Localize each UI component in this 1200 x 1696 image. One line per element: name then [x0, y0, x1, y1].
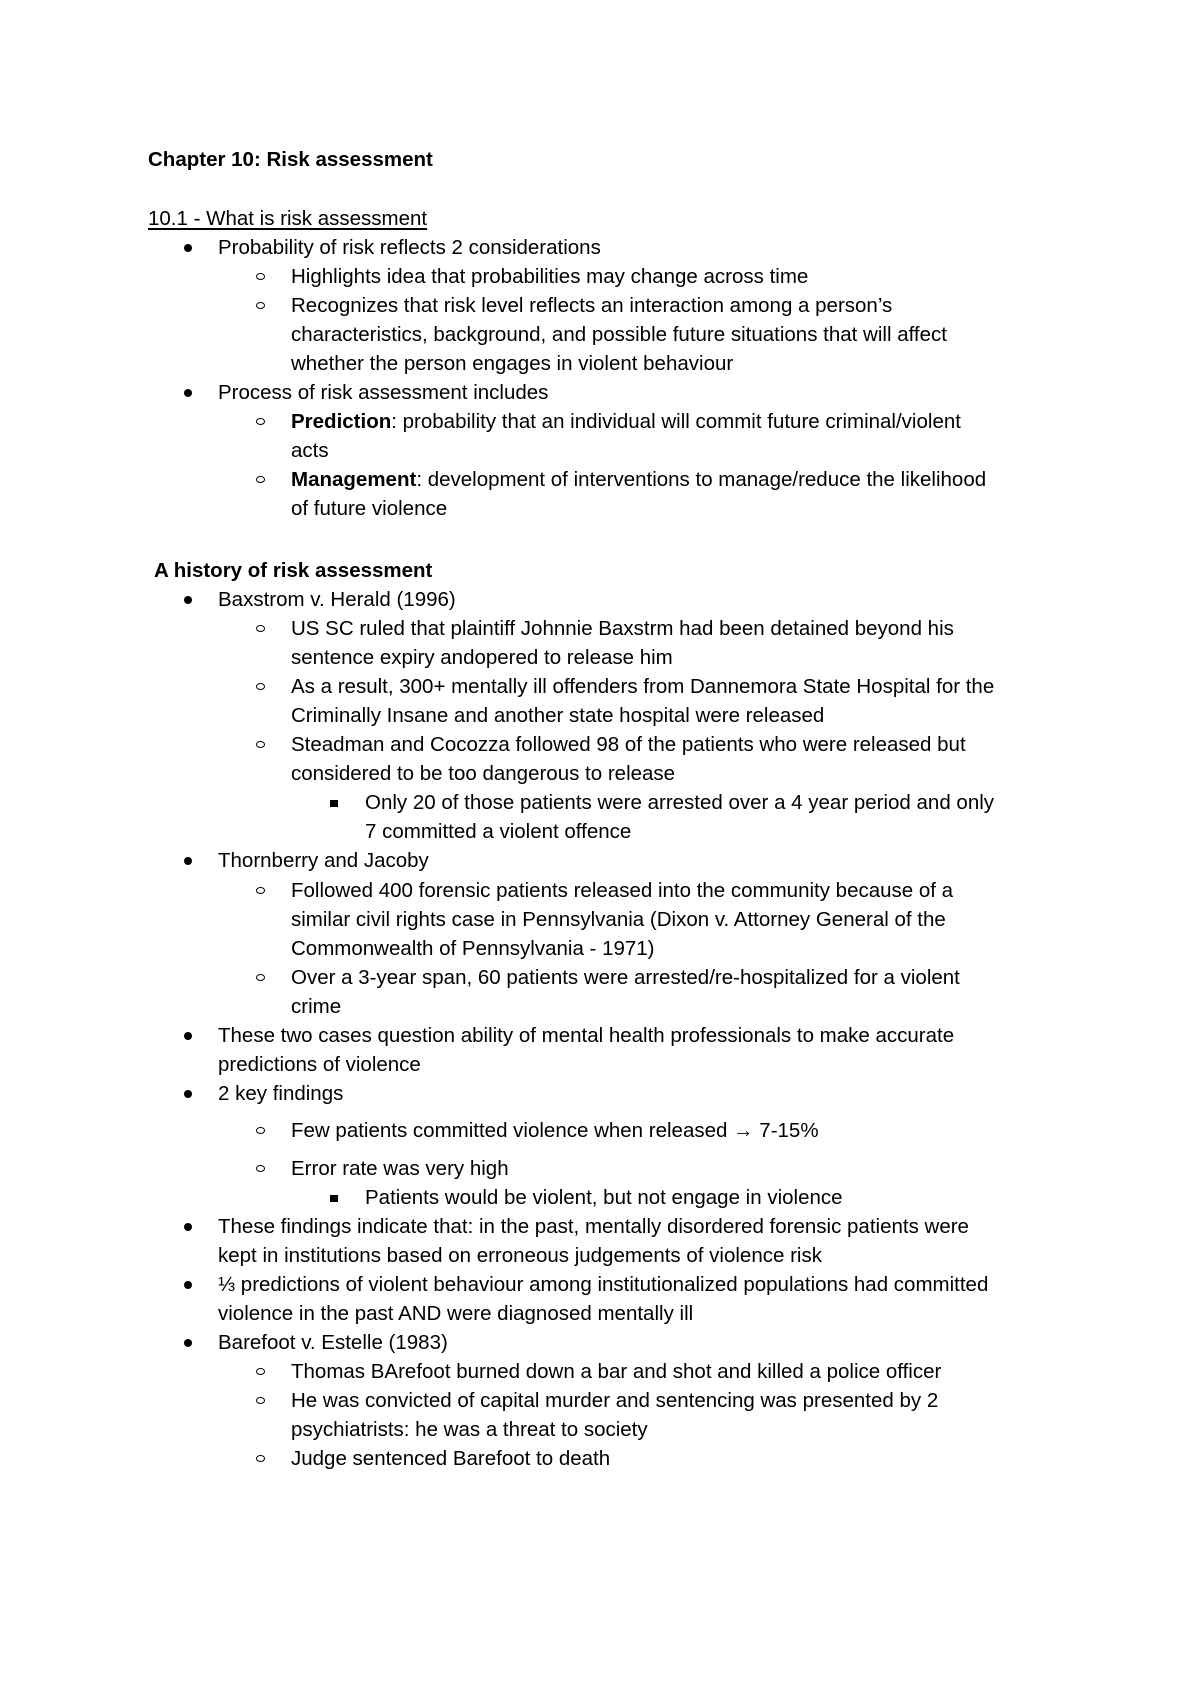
term-management: Management	[291, 468, 417, 491]
list-item	[291, 465, 986, 494]
bullet-dot-icon	[184, 596, 192, 604]
section-heading-history: A history of risk assessment	[154, 559, 433, 582]
list-item: Only 20 of those patients were arrested over a 4 year period and only	[365, 791, 995, 814]
bullet-circle-icon	[256, 418, 265, 425]
list-item-continuation: of future violence	[291, 497, 448, 520]
bullet-circle-icon	[256, 887, 265, 894]
list-item: 2 key findings	[218, 1082, 344, 1105]
list-item: Judge sentenced Barefoot to death	[291, 1447, 611, 1470]
list-item: Process of risk assessment includes	[218, 381, 549, 404]
bullet-circle-icon	[256, 683, 265, 690]
page-title: Chapter 10: Risk assessment	[148, 148, 433, 171]
bullet-dot-icon	[184, 244, 192, 252]
definition-text: : probability that an individual will commit future criminal/violent	[391, 410, 961, 433]
list-item: These findings indicate that: in the past, mentally disordered forensic patients were	[218, 1215, 969, 1238]
list-item-continuation: Commonwealth of Pennsylvania - 1971)	[291, 937, 655, 960]
list-item-continuation: crime	[291, 995, 342, 1018]
list-item-continuation: sentence expiry andopered to release him	[291, 646, 673, 669]
list-item-continuation: violence in the past AND were diagnosed mentally ill	[218, 1302, 694, 1325]
bullet-circle-icon	[256, 974, 265, 981]
list-item: Thomas BArefoot burned down a bar and shot and killed a police officer	[291, 1360, 942, 1383]
list-item: As a result, 300+ mentally ill offenders from Dannemora State Hospital for the	[291, 675, 995, 698]
bullet-dot-icon	[184, 1032, 192, 1040]
bullet-dot-icon	[184, 1090, 192, 1098]
list-item	[291, 407, 961, 436]
list-item: He was convicted of capital murder and sentencing was presented by 2	[291, 1389, 939, 1412]
list-item-continuation: similar civil rights case in Pennsylvania (Dixon v. Attorney General of the	[291, 908, 946, 931]
list-item: Recognizes that risk level reflects an interaction among a person’s	[291, 294, 893, 317]
list-item: Over a 3-year span, 60 patients were arrested/re-hospitalized for a violent	[291, 966, 960, 989]
bullet-dot-icon	[184, 1223, 192, 1231]
bullet-square-icon	[330, 800, 338, 807]
list-item: ⅓ predictions of violent behaviour among institutionalized populations had committed	[218, 1273, 989, 1296]
bullet-dot-icon	[184, 1339, 192, 1347]
list-item-continuation: characteristics, background, and possible future situations that will affect	[291, 323, 947, 346]
list-item-continuation: acts	[291, 439, 329, 462]
list-item-continuation: Criminally Insane and another state hospital were released	[291, 704, 825, 727]
bullet-circle-icon	[256, 1455, 265, 1462]
bullet-dot-icon	[184, 389, 192, 397]
bullet-circle-icon	[256, 476, 265, 483]
list-item: Thornberry and Jacoby	[218, 849, 429, 872]
list-item: Highlights idea that probabilities may change across time	[291, 265, 809, 288]
bullet-circle-icon	[256, 1165, 265, 1172]
list-item: US SC ruled that plaintiff Johnnie Baxstrm had been detained beyond his	[291, 617, 954, 640]
bullet-circle-icon	[256, 302, 265, 309]
list-item: Baxstrom v. Herald (1996)	[218, 588, 456, 611]
section-heading-what-is-risk: 10.1 - What is risk assessment	[148, 207, 428, 230]
list-item: Patients would be violent, but not engage in violence	[365, 1186, 843, 1209]
bullet-dot-icon	[184, 1281, 192, 1289]
list-item-continuation: considered to be too dangerous to release	[291, 762, 676, 785]
list-item-continuation: psychiatrists: he was a threat to society	[291, 1418, 648, 1441]
list-item: Steadman and Cocozza followed 98 of the patients who were released but	[291, 733, 966, 756]
bullet-circle-icon	[256, 625, 265, 632]
bullet-circle-icon	[256, 273, 265, 280]
list-item-continuation: whether the person engages in violent behaviour	[291, 352, 734, 375]
list-item-continuation: predictions of violence	[218, 1053, 421, 1076]
list-item: Followed 400 forensic patients released into the community because of a	[291, 879, 954, 902]
bullet-circle-icon	[256, 741, 265, 748]
bullet-circle-icon	[256, 1127, 265, 1134]
bullet-circle-icon	[256, 1397, 265, 1404]
bullet-square-icon	[330, 1195, 338, 1202]
list-item: Error rate was very high	[291, 1157, 509, 1180]
list-item: Probability of risk reflects 2 considerations	[218, 236, 601, 259]
term-prediction: Prediction	[291, 410, 392, 433]
list-item: Few patients committed violence when released → 7-15%	[291, 1119, 819, 1142]
definition-text: : development of interventions to manage/reduce the likelihood	[416, 468, 987, 491]
bullet-circle-icon	[256, 1368, 265, 1375]
list-item-continuation: 7 committed a violent offence	[365, 820, 632, 843]
list-item: These two cases question ability of mental health professionals to make accurate	[218, 1024, 955, 1047]
list-item: Barefoot v. Estelle (1983)	[218, 1331, 448, 1354]
bullet-dot-icon	[184, 857, 192, 865]
list-item-continuation: kept in institutions based on erroneous judgements of violence risk	[218, 1244, 822, 1267]
